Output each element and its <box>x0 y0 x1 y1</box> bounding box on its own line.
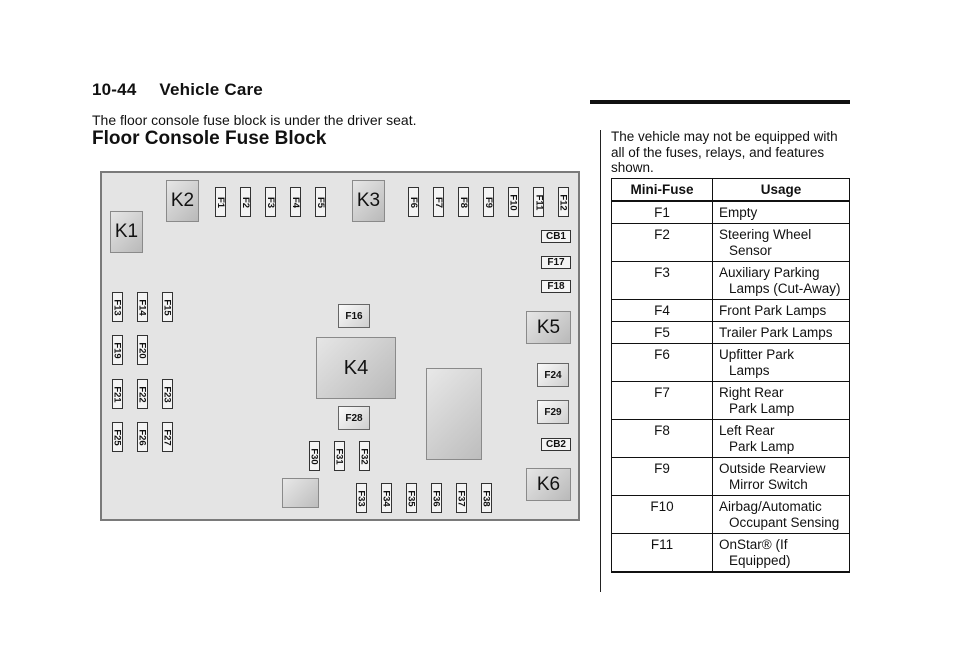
chapter-title: Vehicle Care <box>159 80 263 99</box>
fuse-table <box>611 178 850 573</box>
equipment-note: The vehicle may not be equipped with all of the fuses, relays, and features shown. <box>611 129 838 175</box>
usage-line: Sensor <box>729 243 772 258</box>
fuse-f37: F37 <box>456 483 467 513</box>
fuse-f17: F17 <box>541 256 571 269</box>
fuse-f14: F14 <box>137 292 148 322</box>
fuse-f10: F10 <box>508 187 519 217</box>
fuse-id-cell: F8 <box>612 420 713 458</box>
relay-k4: K4 <box>316 337 396 399</box>
fuse-id-cell: F4 <box>612 300 713 322</box>
table-row <box>612 224 850 262</box>
usage-cell <box>713 344 850 382</box>
fuse-f24: F24 <box>537 363 569 387</box>
fuse-id-cell: F10 <box>612 496 713 534</box>
fuse-f30: F30 <box>309 441 320 471</box>
fuse-f18: F18 <box>541 280 571 293</box>
fuse-f11: F11 <box>533 187 544 217</box>
fuse-id-cell: F6 <box>612 344 713 382</box>
usage-line: Lamps (Cut-Away) <box>729 281 841 296</box>
fuse-f15: F15 <box>162 292 173 322</box>
fuse-f26: F26 <box>137 422 148 452</box>
fuse-f7: F7 <box>433 187 444 217</box>
table-row <box>612 322 850 344</box>
usage-line: Occupant Sensing <box>729 515 840 530</box>
usage-line: Auxiliary Parking <box>719 265 820 280</box>
usage-cell <box>713 496 850 534</box>
empty-relay-slot-large <box>426 368 482 460</box>
relay-k3: K3 <box>352 180 385 222</box>
fuse-f23: F23 <box>162 379 173 409</box>
fuse-f33: F33 <box>356 483 367 513</box>
circuit-breaker-cb1: CB1 <box>541 230 571 243</box>
usage-cell <box>713 262 850 300</box>
usage-cell <box>713 201 850 224</box>
fuse-id-cell: F7 <box>612 382 713 420</box>
fuse-f2: F2 <box>240 187 251 217</box>
fuse-id-cell: F5 <box>612 322 713 344</box>
column-header-mini-fuse: Mini-Fuse <box>612 179 713 202</box>
fuse-f4: F4 <box>290 187 301 217</box>
fuse-f28: F28 <box>338 406 370 430</box>
fuse-id-cell: F1 <box>612 201 713 224</box>
table-row <box>612 534 850 573</box>
table-row <box>612 201 850 224</box>
usage-line: Trailer Park Lamps <box>719 325 833 340</box>
table-row <box>612 496 850 534</box>
fuse-f29: F29 <box>537 400 569 424</box>
table-row <box>612 420 850 458</box>
usage-cell <box>713 322 850 344</box>
page-header <box>92 80 263 100</box>
circuit-breaker-cb2: CB2 <box>541 438 571 451</box>
usage-line: Left Rear <box>719 423 775 438</box>
fuse-f21: F21 <box>112 379 123 409</box>
usage-line: Equipped) <box>729 553 791 568</box>
usage-line: Park Lamp <box>729 401 795 416</box>
fuse-f6: F6 <box>408 187 419 217</box>
usage-line: Empty <box>719 205 758 220</box>
relay-k6: K6 <box>526 468 571 501</box>
usage-line: Mirror Switch <box>729 477 808 492</box>
usage-cell <box>713 420 850 458</box>
table-row <box>612 344 850 382</box>
fuse-f20: F20 <box>137 335 148 365</box>
usage-line: Park Lamp <box>729 439 795 454</box>
fuse-f32: F32 <box>359 441 370 471</box>
fuse-f16: F16 <box>338 304 370 328</box>
fuse-f3: F3 <box>265 187 276 217</box>
usage-line: Upfitter Park <box>719 347 795 362</box>
relay-k1: K1 <box>110 211 143 253</box>
column-divider <box>600 130 601 592</box>
fuse-f22: F22 <box>137 379 148 409</box>
fuse-f31: F31 <box>334 441 345 471</box>
usage-cell <box>713 534 850 573</box>
page-number: 10-44 <box>92 80 137 99</box>
table-row <box>612 300 850 322</box>
usage-cell <box>713 382 850 420</box>
fuse-f5: F5 <box>315 187 326 217</box>
fuse-id-cell: F11 <box>612 534 713 573</box>
fuse-id-cell: F2 <box>612 224 713 262</box>
fuse-f9: F9 <box>483 187 494 217</box>
usage-cell <box>713 224 850 262</box>
column-header-usage: Usage <box>713 179 850 202</box>
header-rule <box>590 100 850 104</box>
fuse-id-cell: F9 <box>612 458 713 496</box>
fuse-f38: F38 <box>481 483 492 513</box>
usage-line: Outside Rearview <box>719 461 826 476</box>
table-row <box>612 382 850 420</box>
intro-text: The floor console fuse block is under the driver seat. <box>92 112 417 128</box>
fuse-f12: F12 <box>558 187 569 217</box>
empty-relay-slot-small <box>282 478 319 508</box>
fuse-f19: F19 <box>112 335 123 365</box>
table-row <box>612 262 850 300</box>
fuse-f8: F8 <box>458 187 469 217</box>
usage-cell <box>713 458 850 496</box>
fuse-f35: F35 <box>406 483 417 513</box>
usage-line: Right Rear <box>719 385 784 400</box>
relay-k5: K5 <box>526 311 571 344</box>
table-row <box>612 458 850 496</box>
fuse-block-diagram <box>100 171 580 521</box>
fuse-f34: F34 <box>381 483 392 513</box>
usage-line: Steering Wheel <box>719 227 812 242</box>
usage-cell <box>713 300 850 322</box>
fuse-f1: F1 <box>215 187 226 217</box>
fuse-f36: F36 <box>431 483 442 513</box>
table-header-row <box>612 179 850 202</box>
usage-line: OnStar® (If <box>719 537 788 552</box>
fuse-f25: F25 <box>112 422 123 452</box>
usage-line: Lamps <box>729 363 770 378</box>
usage-line: Front Park Lamps <box>719 303 827 318</box>
section-title: Floor Console Fuse Block <box>92 128 327 149</box>
usage-line: Airbag/Automatic <box>719 499 822 514</box>
fuse-f13: F13 <box>112 292 123 322</box>
fuse-id-cell: F3 <box>612 262 713 300</box>
relay-k2: K2 <box>166 180 199 222</box>
fuse-f27: F27 <box>162 422 173 452</box>
